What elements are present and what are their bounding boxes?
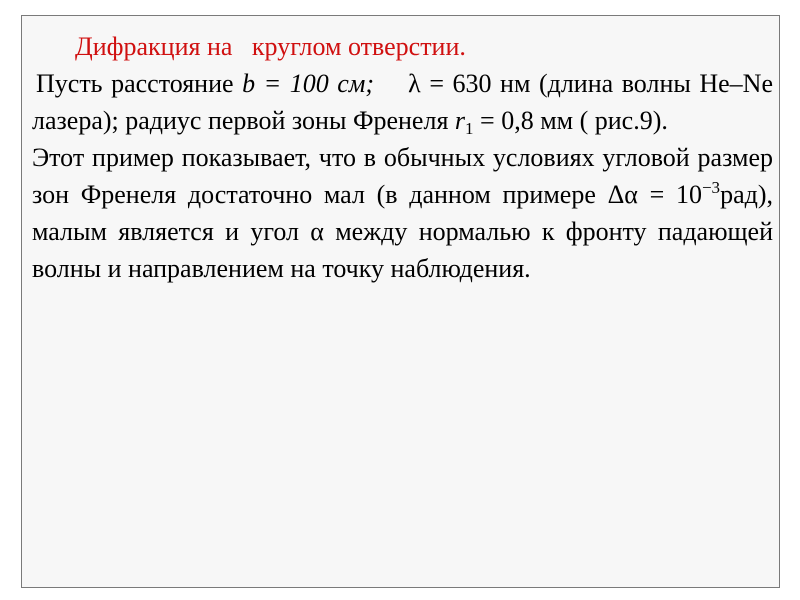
content-panel — [21, 15, 799, 588]
p1-text-c: = 0,8 мм ( рис.9). — [473, 106, 668, 135]
slide-text — [32, 28, 799, 287]
exponent: −3 — [701, 178, 721, 197]
p2-text-b: = 10 — [637, 180, 702, 209]
paragraph-1 — [32, 65, 773, 139]
b-value: = 100 см; — [255, 69, 375, 98]
alpha-symbol: α — [310, 217, 324, 246]
p1-gap — [374, 69, 408, 98]
p2-text-a: Этот пример показывает, что в обычных условиях угловой размер зон Френеля достаточно мал (в данном примере — [32, 143, 773, 209]
r-subscript: 1 — [465, 119, 474, 138]
r-symbol: r — [454, 106, 466, 135]
paragraph-2 — [32, 139, 799, 287]
lambda-symbol: λ — [408, 69, 421, 98]
p2-text-c: рад), малым является и угол — [32, 180, 799, 246]
b-symbol: b — [242, 69, 256, 98]
p1-text-a: Пусть расстояние — [36, 69, 243, 98]
p1-text-b: = 630 нм (длина волны He–Ne лазера); радиус первой зоны Френеля — [32, 69, 773, 135]
p2-text-d: между нормалью к фронту падающей волны и направлением на точку наблюдения. — [32, 217, 773, 283]
delta-alpha-symbol: Δα — [607, 180, 638, 209]
slide-title: Дифракция на круглом отверстии. — [75, 32, 466, 61]
